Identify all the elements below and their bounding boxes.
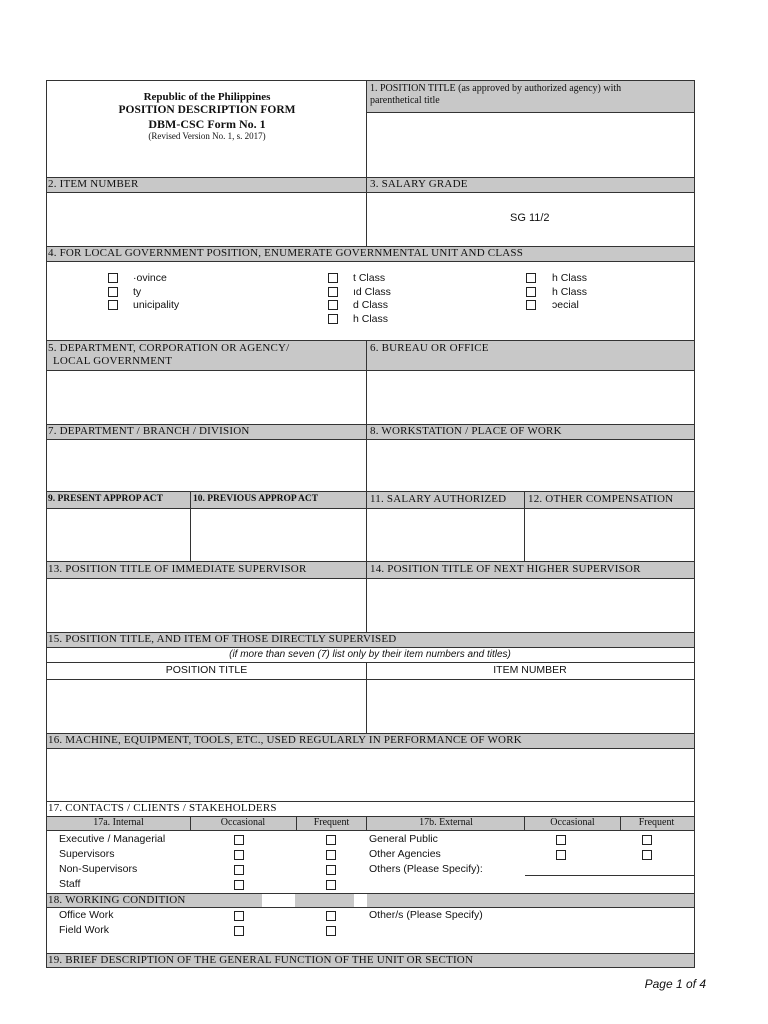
s16-label: 16. MACHINE, EQUIPMENT, TOOLS, ETC., USED REGULARLY IN PERFORMANCE OF WORK [48,734,522,746]
s1-label: 1. POSITION TITLE (as approved by authorized agency) with parenthetical title [370,83,622,106]
s18-label: 18. WORKING CONDITION [48,894,186,906]
class-label: h Class [552,286,588,298]
class-label: ıd Class [353,286,391,298]
republic-label: Republic of the Philippines [143,91,271,103]
internal-contact-label: Staff [59,878,81,890]
occasional-header: Occasional [550,817,595,828]
s15-label: 15. POSITION TITLE, AND ITEM OF THOSE DIRECTLY SUPERVISED [48,633,397,645]
s19-label: 19. BRIEF DESCRIPTION OF THE GENERAL FUNCTION OF THE UNIT OR SECTION [48,954,474,966]
form-number: DBM-CSC Form No. 1 [148,117,266,131]
internal-contact-label: Supervisors [59,848,115,860]
class-label: h Class [353,313,389,325]
external-header: 17b. External [419,817,473,828]
s2-label: 2. ITEM NUMBER [48,178,139,190]
class-label: t Class [353,272,386,284]
external-contact-label: General Public [369,833,438,845]
item-number-col: ITEM NUMBER [493,664,567,676]
s15-note: (if more than seven (7) list only by their item numbers and titles) [229,649,511,660]
lgu-unit-label: ·ovince [133,272,167,284]
s7-label: 7. DEPARTMENT / BRANCH / DIVISION [48,425,250,437]
internal-contact-label: Non-Supervisors [59,863,138,875]
s3-label: 3. SALARY GRADE [370,178,468,190]
s12-label: 12. OTHER COMPENSATION [528,493,674,505]
s9-label: 9. PRESENT APPROP ACT [48,494,163,504]
lgu-unit-label: unicipality [133,299,180,311]
other-conditions-label: Other/s (Please Specify) [369,909,483,921]
frequent-header: Frequent [638,817,675,828]
s11-label: 11. SALARY AUTHORIZED [370,493,507,505]
occasional-header: Occasional [220,817,266,828]
external-contact-label: Other Agencies [369,848,441,860]
page-number: Page 1 of 4 [644,977,706,991]
working-condition-label: Office Work [59,909,114,921]
s8-label: 8. WORKSTATION / PLACE OF WORK [370,425,562,437]
s6-label: 6. BUREAU OR OFFICE [370,342,489,354]
form-border [46,80,695,968]
form-revision: (Revised Version No. 1, s. 2017) [148,131,266,141]
form-title: POSITION DESCRIPTION FORM [118,104,296,116]
internal-header: 17a. Internal [93,817,144,828]
salary-grade-value[interactable]: SG 11/2 [510,212,550,224]
position-title-col: POSITION TITLE [165,664,248,676]
external-contact-label: Others (Please Specify): [369,863,483,875]
s5-label: 5. DEPARTMENT, CORPORATION OR AGENCY/ LOCAL GOVERNMENT [48,342,290,367]
s17-label: 17. CONTACTS / CLIENTS / STAKEHOLDERS [48,802,277,814]
class-label: d Class [353,299,389,311]
s14-label: 14. POSITION TITLE OF NEXT HIGHER SUPERVISOR [370,563,641,575]
lgu-unit-label: ty [133,286,142,298]
s13-label: 13. POSITION TITLE OF IMMEDIATE SUPERVISOR [48,563,307,575]
working-condition-label: Field Work [59,924,109,936]
frequent-header: Frequent [313,817,350,828]
s10-label: 10. PREVIOUS APPROP ACT [193,494,319,504]
s4-label: 4. FOR LOCAL GOVERNMENT POSITION, ENUMERATE GOVERNMENTAL UNIT AND CLASS [48,247,524,259]
internal-contact-label: Executive / Managerial [59,833,166,845]
class-label: ɔecial [552,299,579,311]
class-label: h Class [552,272,588,284]
